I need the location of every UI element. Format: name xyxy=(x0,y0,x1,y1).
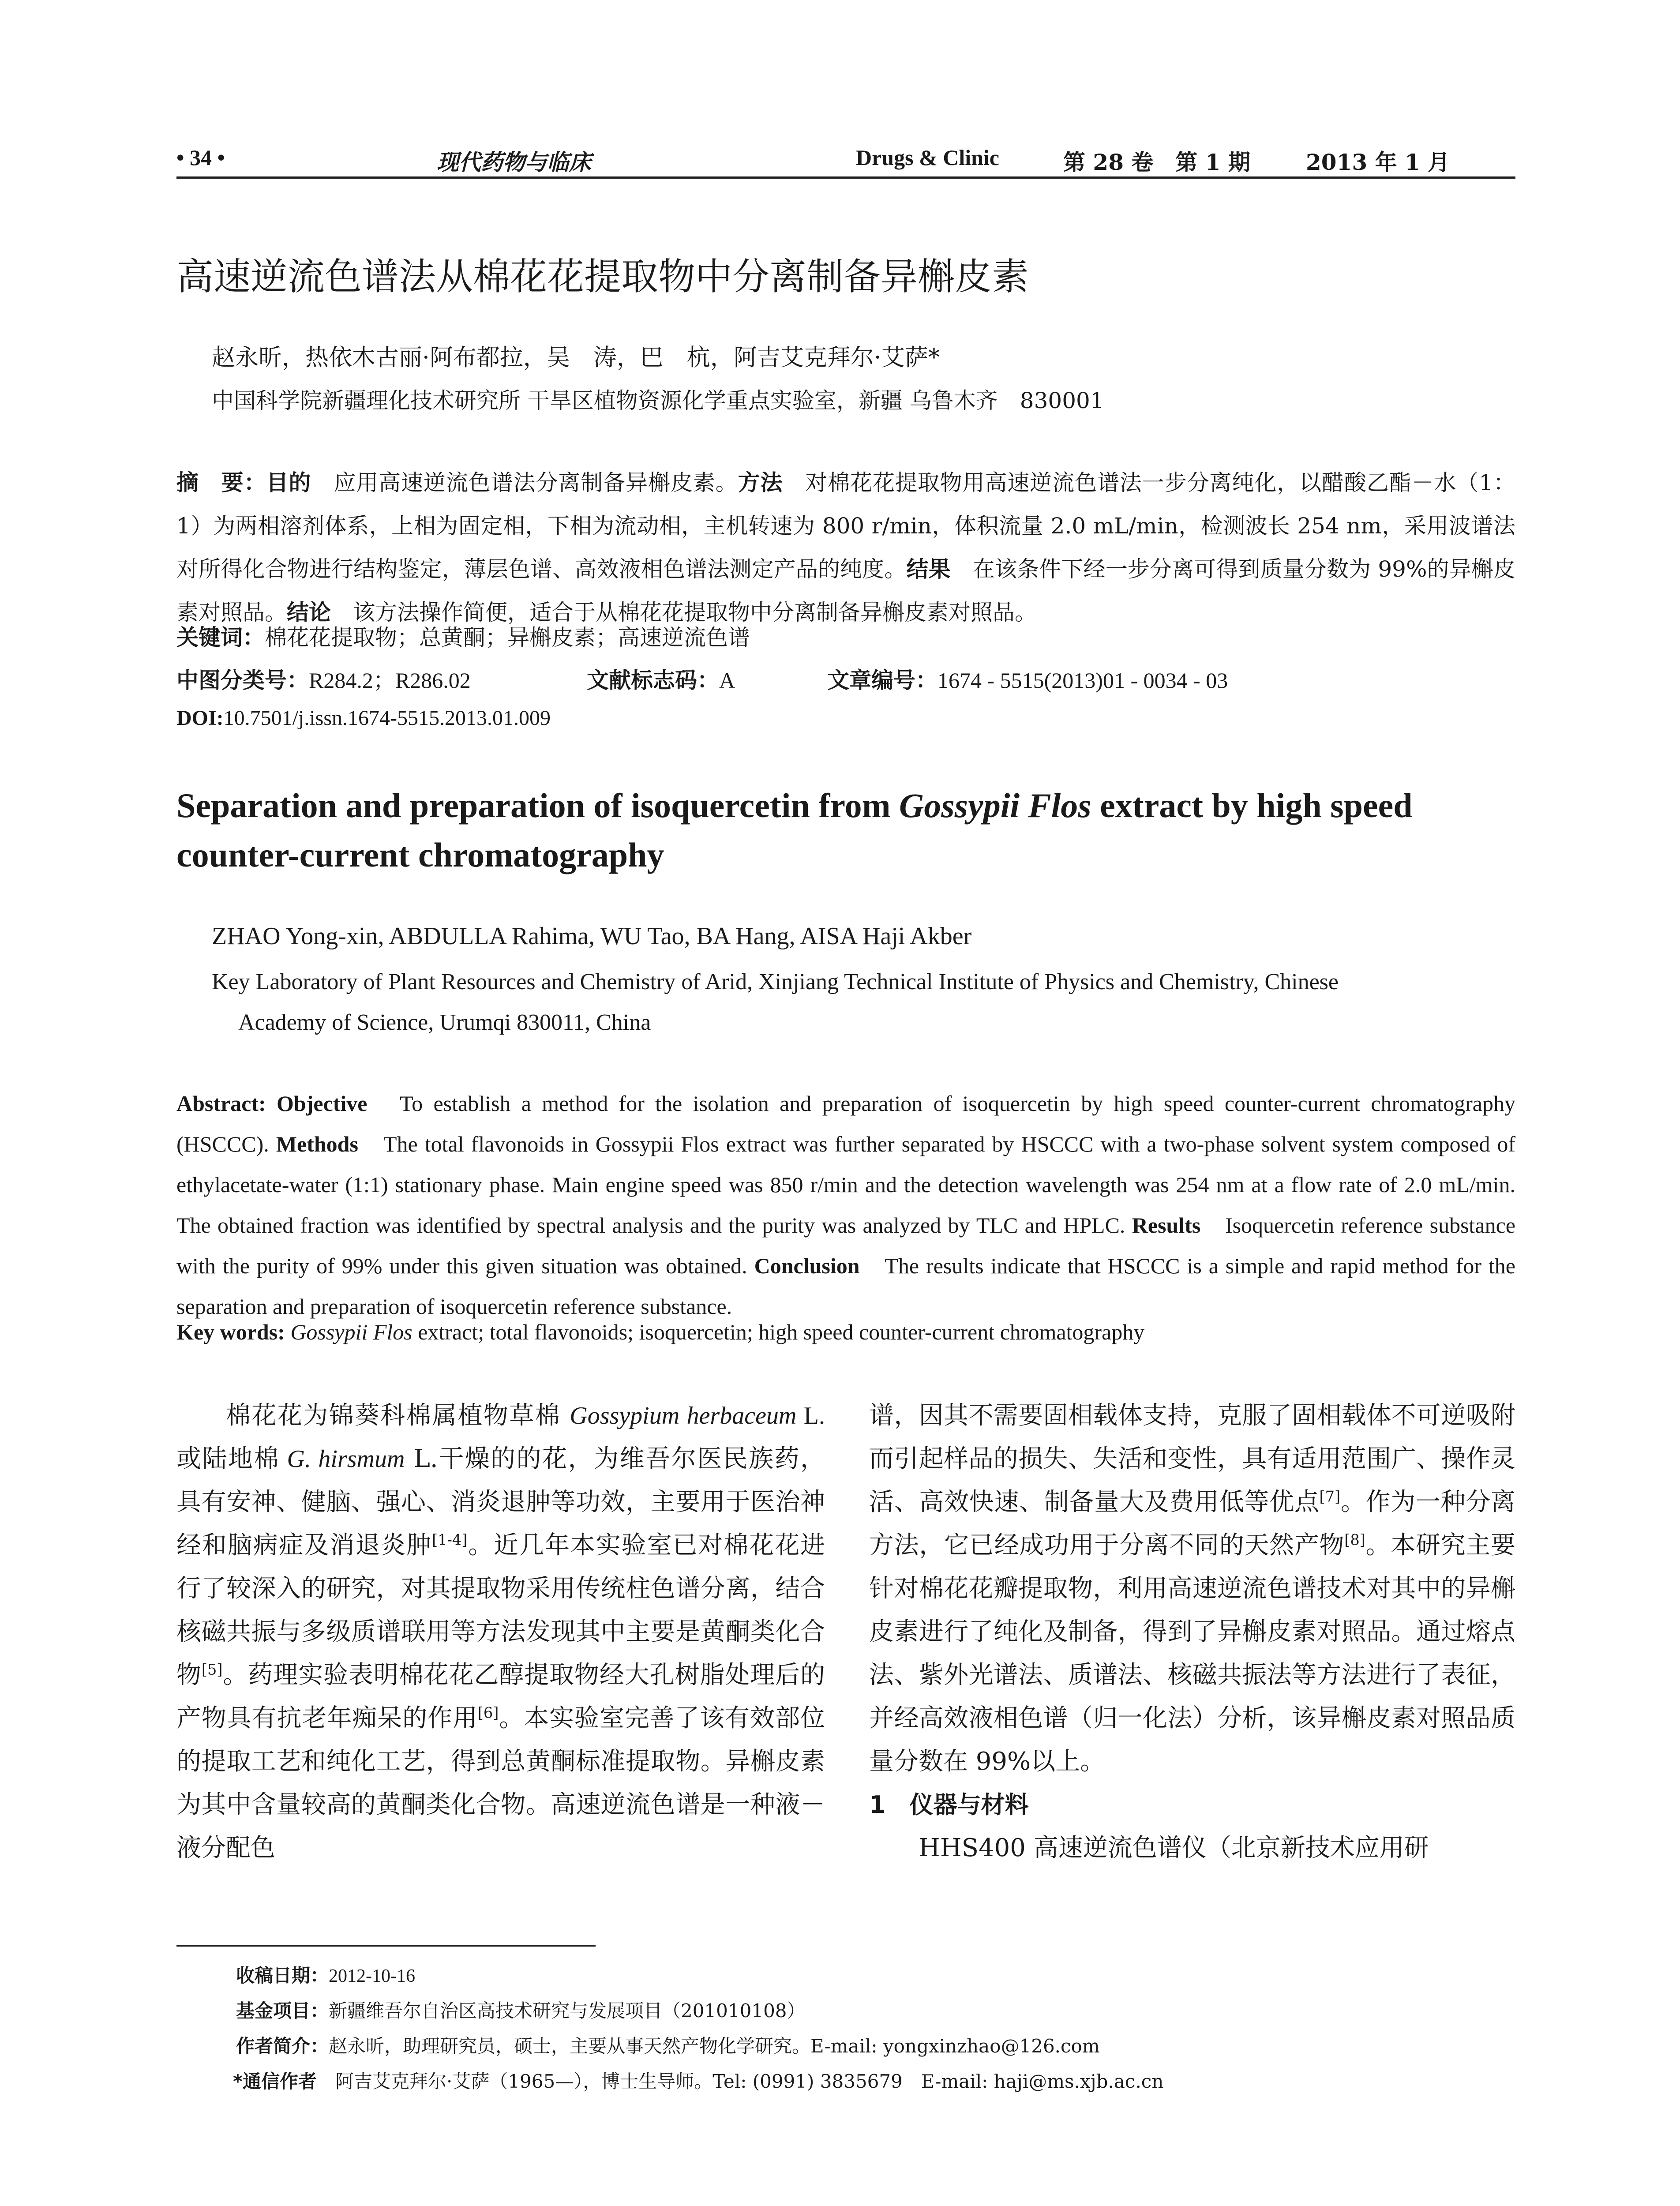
article-number-value: 1674 - 5515(2013)01 - 0034 - 03 xyxy=(938,668,1228,693)
species-name: G. hirsmum xyxy=(287,1445,405,1473)
keywords-en-italic: Gossypii Flos xyxy=(290,1320,412,1344)
conclusion-text-en: The results indicate that HSCCC is a simple and rapid method for the separation and preparation of isoquercetin reference substance. xyxy=(176,1253,1515,1319)
keywords-en-text: extract; total flavonoids; isoquercetin; high speed counter-current chromatography xyxy=(412,1320,1145,1344)
keywords-cn xyxy=(176,620,1515,652)
footnote-text: 2012-10-16 xyxy=(329,1966,415,1986)
title-cn: 高速逆流色谱法从棉花花提取物中分离制备异槲皮素 xyxy=(176,255,1029,298)
doc-code-value: A xyxy=(719,668,735,693)
results-label-en: Results xyxy=(1132,1213,1201,1238)
citation-ref: [1-4] xyxy=(432,1531,468,1549)
clc-value: R284.2；R286.02 xyxy=(309,668,471,693)
body-text: 谱，因其不需要固相载体支持，克服了固相载体不可逆吸附而引起样品的损失、失活和变性，具有适用范围广、操作灵活、高效快速、制备量大及费用低等优点 xyxy=(869,1401,1515,1516)
page-number: • 34 • xyxy=(176,145,225,170)
footnote-label: *通信作者 xyxy=(233,2071,317,2092)
body-column-left xyxy=(176,1394,825,1870)
footnote-rule xyxy=(176,1945,596,1947)
body-text: 。近几年本实验室已对棉花花进行了较深入的研究，对其提取物采用传统柱色谱分离，结合核磁共振与多级质谱联用等方法发现其中主要是黄酮类化合物 xyxy=(176,1531,825,1689)
body-text: 。作为一种分离方法，它已经成功用于分离不同的天然产物 xyxy=(869,1488,1516,1560)
results-label-cn: 结果 xyxy=(906,556,951,582)
classification-line xyxy=(176,663,1515,694)
conclusion-label-cn: 结论 xyxy=(287,600,331,625)
methods-text-en: The total flavonoids in Gossypii Flos extract was further separated by HSCCC with a two-phase solvent system composed of ethylacetate-water (1:1) stationary phase. Main engine speed was 850 r/min and the detection wavelength was 254 nm at a flow rate of 2.0 mL/min. The obtained fraction was identified by spectral analysis and the purity was analyzed by TLC and HPLC. xyxy=(176,1132,1516,1238)
body-text: 棉花花为锦葵科棉属植物草棉 xyxy=(226,1401,570,1430)
methods-label-cn: 方法 xyxy=(738,470,783,495)
footnote-text: 新疆维吾尔自治区高技术研究与发展项目（201010108） xyxy=(329,2000,806,2022)
keywords-en xyxy=(176,1319,1515,1345)
journal-title-en: Drugs & Clinic xyxy=(856,145,999,170)
body-text: L. 或陆地棉 xyxy=(176,1402,825,1473)
citation-ref: [6] xyxy=(477,1704,499,1722)
objective-label-cn: 目的 xyxy=(266,470,311,495)
body-text: 。本研究主要针对棉花花瓣提取物，利用高速逆流色谱技术对其中的异槲皮素进行了纯化及制备，得到了异槲皮素对照品。通过熔点法、紫外光谱法、质谱法、核磁共振法等方法进行了表征，并经高效液相色谱（归一化法）分析，该异槲皮素对照品质量分数在 99%以上。 xyxy=(869,1531,1516,1776)
article-number xyxy=(827,663,1228,694)
authors-en: ZHAO Yong-xin, ABDULLA Rahima, WU Tao, BA Hang, AISA Haji Akber xyxy=(212,923,972,950)
affiliation-en-line2: Academy of Science, Urumqi 830011, China xyxy=(238,1010,651,1035)
species-name: Gossypium herbaceum xyxy=(570,1402,797,1429)
body-column-right xyxy=(869,1394,1515,1870)
title-en xyxy=(176,781,1515,880)
conclusion-text-cn: 该方法操作简便，适合于从棉花花提取物中分离制备异槲皮素对照品。 xyxy=(331,600,1037,625)
clc-number xyxy=(176,668,471,693)
objective-text-en: To establish a method for the isolation and preparation of isoquercetin by high speed counter-current chromatography (HSCCC). xyxy=(176,1091,1515,1156)
abstract-en xyxy=(176,1083,1515,1327)
abstract-cn-label: 摘 要： xyxy=(176,470,266,495)
conclusion-label-en: Conclusion xyxy=(754,1253,860,1278)
doi xyxy=(176,706,551,730)
title-en-italic: Gossypii Flos xyxy=(899,786,1091,825)
abstract-cn xyxy=(176,461,1515,634)
results-text-cn: 在该条件下经一步分离可得到质量分数为 99%的异槲皮素对照品。 xyxy=(176,556,1516,625)
title-en-part1: Separation and preparation of isoquercetin from xyxy=(176,786,900,825)
footnote-author-bio xyxy=(236,2032,1100,2058)
title-en-part2: extract by high speed counter-current chromatography xyxy=(176,786,1413,874)
keywords-cn-text: 棉花花提取物；总黄酮；异槲皮素；高速逆流色谱 xyxy=(265,625,750,650)
results-text-en: Isoquercetin reference substance with the purity of 99% under this given situation was obtained. xyxy=(176,1213,1515,1278)
issue-date: 2013 年 1 月 xyxy=(1306,149,1450,175)
footnote-funding xyxy=(236,1996,806,2023)
affiliation-en-line1: Key Laboratory of Plant Resources and Chemistry of Arid, Xinjiang Technical Institute of Physics and Chemistry, Chinese xyxy=(212,969,1339,994)
footnote-received xyxy=(236,1961,415,1988)
body-text: L.干燥的的花，为维吾尔医民族药，具有安神、健脑、强心、消炎退肿等功效，主要用于医治神经和脑病症及消退炎肿 xyxy=(176,1444,825,1560)
body-text: 。本实验室完善了该有效部位的提取工艺和纯化工艺，得到总黄酮标准提取物。异槲皮素为其中含量较高的黄酮类化合物。高速逆流色谱是一种液－液分配色 xyxy=(176,1704,825,1862)
document-code xyxy=(587,663,735,694)
footnote-label: 作者简介： xyxy=(236,2035,329,2057)
journal-title-cn: 现代药物与临床 xyxy=(437,149,591,175)
doi-label: DOI: xyxy=(176,706,224,730)
affiliation-cn: 中国科学院新疆理化技术研究所 干旱区植物资源化学重点实验室，新疆 乌鲁木齐 830001 xyxy=(212,388,1104,413)
running-header xyxy=(176,140,1515,176)
abstract-en-label: Abstract: xyxy=(176,1091,266,1116)
affiliation-en xyxy=(212,962,1515,1043)
footnote-text: 赵永昕，助理研究员，硕士，主要从事天然产物化学研究。E-mail: yongxinzhao@126.com xyxy=(329,2035,1100,2057)
doc-code-label: 文献标志码： xyxy=(587,668,719,693)
footnote-corresponding xyxy=(233,2067,1163,2093)
citation-ref: [5] xyxy=(201,1661,223,1678)
citation-ref: [7] xyxy=(1319,1488,1341,1505)
article-number-label: 文章编号： xyxy=(827,668,938,693)
volume-issue: 第 28 卷 第 1 期 xyxy=(1063,149,1250,175)
methods-text-cn: 对棉花花提取物用高速逆流色谱法一步分离纯化，以醋酸乙酯－水（1：1）为两相溶剂体系，上相为固定相，下相为流动相，主机转速为 800 r/min，体积流量 2.0 mL/min，检测波长 254 nm，采用波谱法对所得化合物进行结构鉴定，薄层色谱、高效液相色谱法测定产品的纯度。 xyxy=(176,470,1516,582)
header-rule xyxy=(176,176,1515,179)
section-heading: 1 仪器与材料 xyxy=(869,1791,1029,1819)
objective-text-cn: 应用高速逆流色谱法分离制备异槲皮素。 xyxy=(311,470,738,495)
footnote-label: 基金项目： xyxy=(236,2000,329,2022)
doi-value: 10.7501/j.issn.1674-5515.2013.01.009 xyxy=(223,706,551,730)
methods-label-en: Methods xyxy=(276,1132,358,1156)
body-text: HHS400 高速逆流色谱仪（北京新技术应用研 xyxy=(919,1834,1429,1862)
footnote-text: 阿吉艾克拜尔·艾萨（1965—），博士生导师。Tel: (0991) 3835679 E-mail: haji@ms.xjb.ac.cn xyxy=(316,2071,1164,2092)
keywords-en-label: Key words: xyxy=(176,1320,285,1344)
objective-label-en: Objective xyxy=(277,1091,368,1116)
keywords-cn-label: 关键词： xyxy=(176,625,265,650)
footnote-label: 收稿日期： xyxy=(236,1965,329,1986)
body-text: 。药理实验表明棉花花乙醇提取物经大孔树脂处理后的产物具有抗老年痴呆的作用 xyxy=(176,1661,825,1733)
citation-ref: [8] xyxy=(1344,1531,1365,1549)
clc-label: 中图分类号： xyxy=(176,668,309,693)
authors-cn: 赵永昕，热依木古丽·阿布都拉，吴 涛，巴 杭，阿吉艾克拜尔·艾萨* xyxy=(212,344,940,371)
